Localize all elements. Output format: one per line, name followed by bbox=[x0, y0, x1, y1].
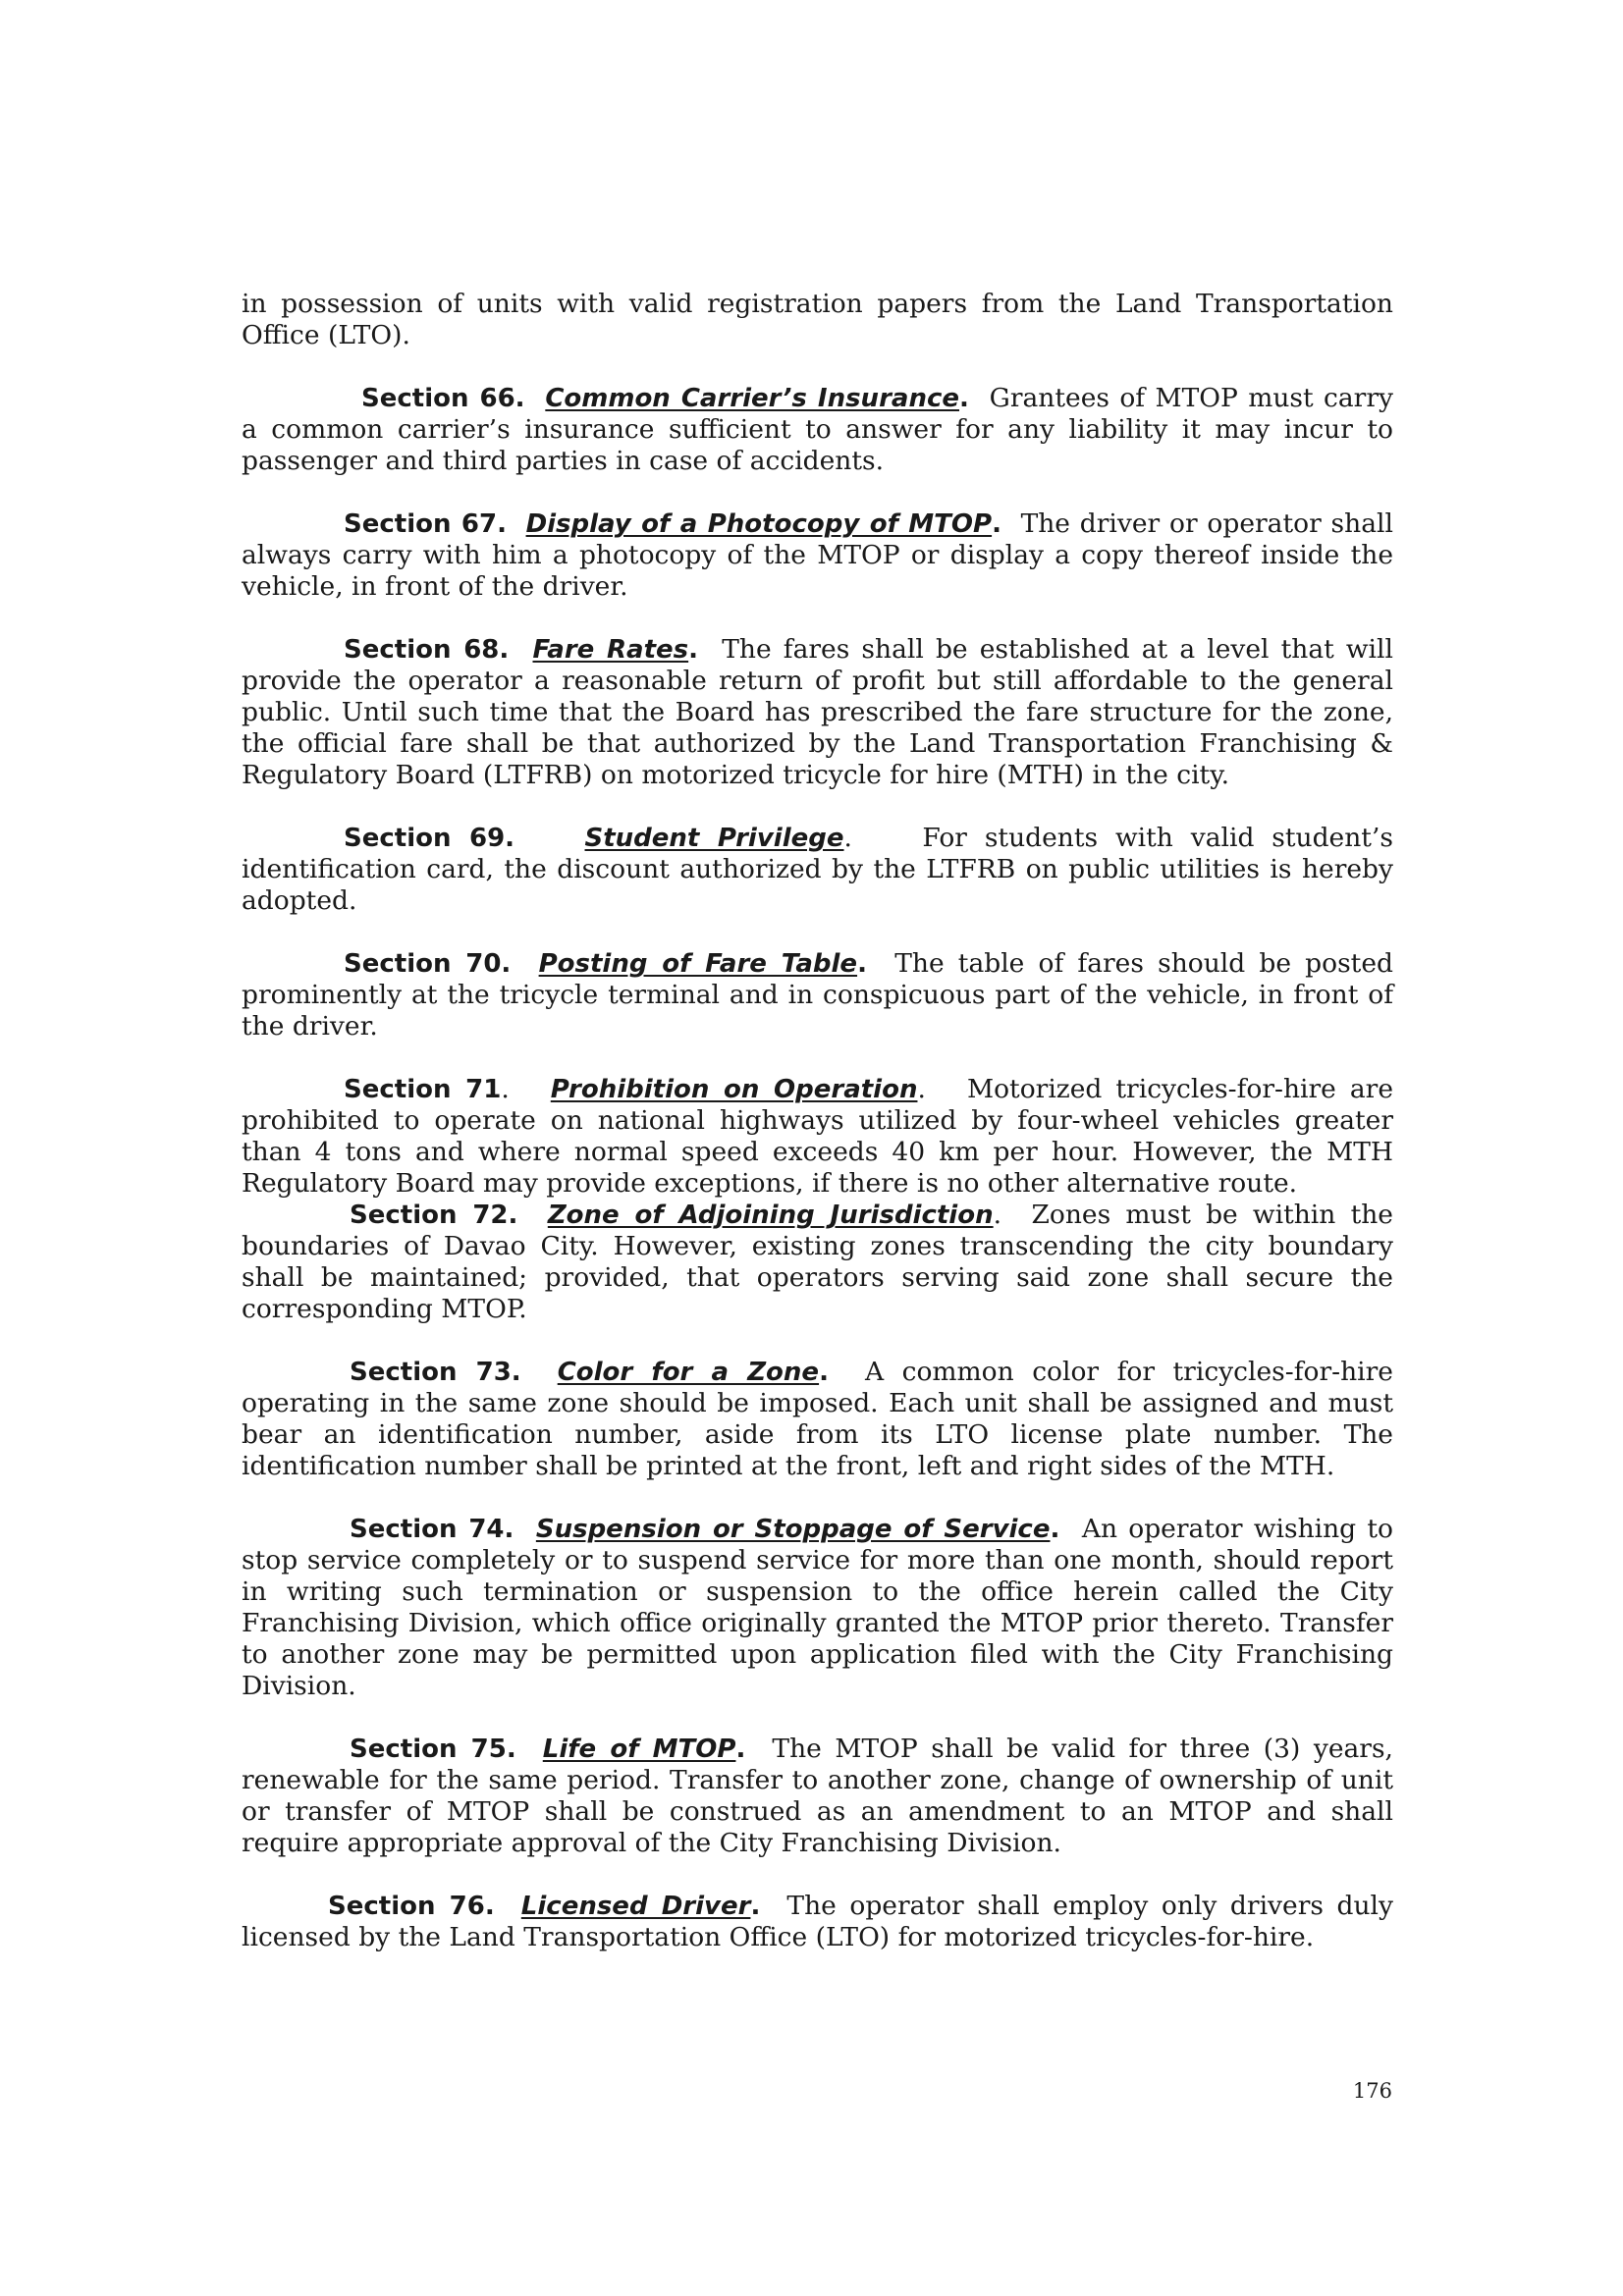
section-69-paragraph bbox=[242, 823, 1393, 917]
section-70-paragraph bbox=[242, 948, 1393, 1042]
section-title: Licensed Driver bbox=[520, 1892, 751, 1921]
section-68-paragraph bbox=[242, 634, 1393, 791]
section-number: Section 69. bbox=[344, 824, 515, 853]
section-title-period: . bbox=[992, 509, 1001, 539]
section-title-period: . bbox=[843, 823, 852, 853]
section-number: Section 70. bbox=[344, 949, 512, 979]
section-number: Section 74. bbox=[350, 1515, 514, 1544]
section-72-paragraph bbox=[242, 1200, 1393, 1325]
section-title-period: . bbox=[688, 635, 699, 665]
section-text: For students with valid student’s identification card, the discount authorized by the LTFRB on public utilities is hereby adopted. bbox=[242, 823, 1393, 916]
section-title: Fare Rates bbox=[532, 635, 689, 665]
section-text: An operator wishing to stop service completely or to suspend service for more than one month, should report in writing such termination or suspension to the office herein called the City Franchising Division, which office originally granted the MTOP prior thereto. Transfer to another zone may be permitted upon application filed with the City Franchising Division. bbox=[242, 1514, 1393, 1701]
section-title: Posting of Fare Table bbox=[538, 949, 858, 979]
section-title: Life of MTOP bbox=[542, 1735, 736, 1764]
page-number: 176 bbox=[1352, 2079, 1392, 2103]
section-title: Color for a Zone bbox=[557, 1358, 820, 1387]
section-number: Section 76. bbox=[328, 1892, 495, 1921]
section-number: Section 68. bbox=[344, 635, 510, 665]
section-number: Section 67. bbox=[344, 509, 507, 539]
section-text: The table of fares should be posted prominently at the tricycle terminal and in conspicuous part of the vehicle, in front of the driver. bbox=[242, 948, 1393, 1041]
section-text: Grantees of MTOP must carry a common carrier’s insurance sufficient to answer for any liability it may incur to passenger and third parties in case of accidents. bbox=[242, 383, 1393, 476]
section-76-paragraph bbox=[242, 1891, 1393, 1953]
section-text: Motorized tricycles-for-hire are prohibited to operate on national highways utilized by four-wheel vehicles greater than 4 tons and where normal speed exceeds 40 km per hour. However, the MTH Regulatory Board may provide exceptions, if there is no other alternative route. bbox=[242, 1074, 1394, 1199]
section-text: The driver or operator shall always carry with him a photocopy of the MTOP or display a copy thereof inside the vehicle, in front of the driver. bbox=[242, 508, 1393, 602]
section-74-paragraph bbox=[242, 1514, 1393, 1702]
section-text: A common color for tricycles-for-hire operating in the same zone should be imposed. Each unit shall be assigned and must bear an identification number, aside from its LTO license plate number. The identification number shall be printed at the front, left and right sides of the MTH. bbox=[242, 1357, 1393, 1481]
section-title-period: . bbox=[1050, 1515, 1060, 1544]
document-body bbox=[242, 289, 1393, 1985]
section-title-period: . bbox=[735, 1735, 746, 1764]
continuation-paragraph: in possession of units with valid registration papers from the Land Transportation Office (LTO). bbox=[242, 289, 1393, 350]
section-title: Zone of Adjoining Jurisdiction bbox=[547, 1201, 994, 1230]
section-71-paragraph: Section 71. Prohibition on Operation. Motorized tricycles-for-hire are prohibited to operate on national highways utilized by four-wheel vehicles greater than 4 tons and where normal speed exceeds 40 km per hour. However, the MTH Regulatory Board may provide exceptions, if there is no other alternative route. bbox=[242, 1074, 1394, 1199]
section-number: Section 66. bbox=[361, 384, 525, 413]
section-title-period: . bbox=[959, 384, 969, 413]
section-text: The operator shall employ only drivers duly licensed by the Land Transportation Office (LTO) for motorized tricycles-for-hire. bbox=[242, 1891, 1393, 1952]
section-67-paragraph bbox=[242, 508, 1393, 603]
section-text: Zones must be within the boundaries of Davao City. However, existing zones transcending the city boundary shall be maintained; provided, that operators serving said zone shall secure the corresponding MTOP. bbox=[242, 1200, 1393, 1324]
section-title: Student Privilege bbox=[584, 824, 844, 853]
section-title: Prohibition on Operation bbox=[550, 1075, 918, 1104]
section-title-period: . bbox=[857, 949, 867, 979]
section-title: Display of a Photocopy of MTOP bbox=[525, 509, 993, 539]
section-number: Section 75. bbox=[350, 1735, 516, 1764]
section-title-period: . bbox=[750, 1892, 761, 1921]
section-number: Section 71 bbox=[344, 1075, 502, 1104]
section-title: Common Carrier’s Insurance bbox=[545, 384, 959, 413]
section-73-paragraph bbox=[242, 1357, 1393, 1482]
section-number: Section 73. bbox=[350, 1358, 521, 1387]
section-title-period: . bbox=[993, 1200, 1002, 1230]
section-66-paragraph bbox=[242, 383, 1393, 477]
section-title-period: . bbox=[819, 1358, 829, 1387]
section-text: The fares shall be established at a level that will provide the operator a reasonable return of profit but still affordable to the general public. Until such time that the Board has prescribed the fare structure for the zone, the official fare shall be that authorized by the Land Transportation Franchising & Regulatory Board (LTFRB) on motorized tricycle for hire (MTH) in the city. bbox=[242, 634, 1393, 790]
section-number: Section 72. bbox=[350, 1201, 518, 1230]
section-title: Suspension or Stoppage of Service bbox=[535, 1515, 1051, 1544]
section-title-period: . bbox=[917, 1074, 926, 1104]
section-75-paragraph bbox=[242, 1734, 1393, 1859]
section-text: The MTOP shall be valid for three (3) years, renewable for the same period. Transfer to another zone, change of ownership of unit or transfer of MTOP shall be construed as an amendment to an MTOP and shall require appropriate approval of the City Franchising Division. bbox=[242, 1734, 1393, 1858]
